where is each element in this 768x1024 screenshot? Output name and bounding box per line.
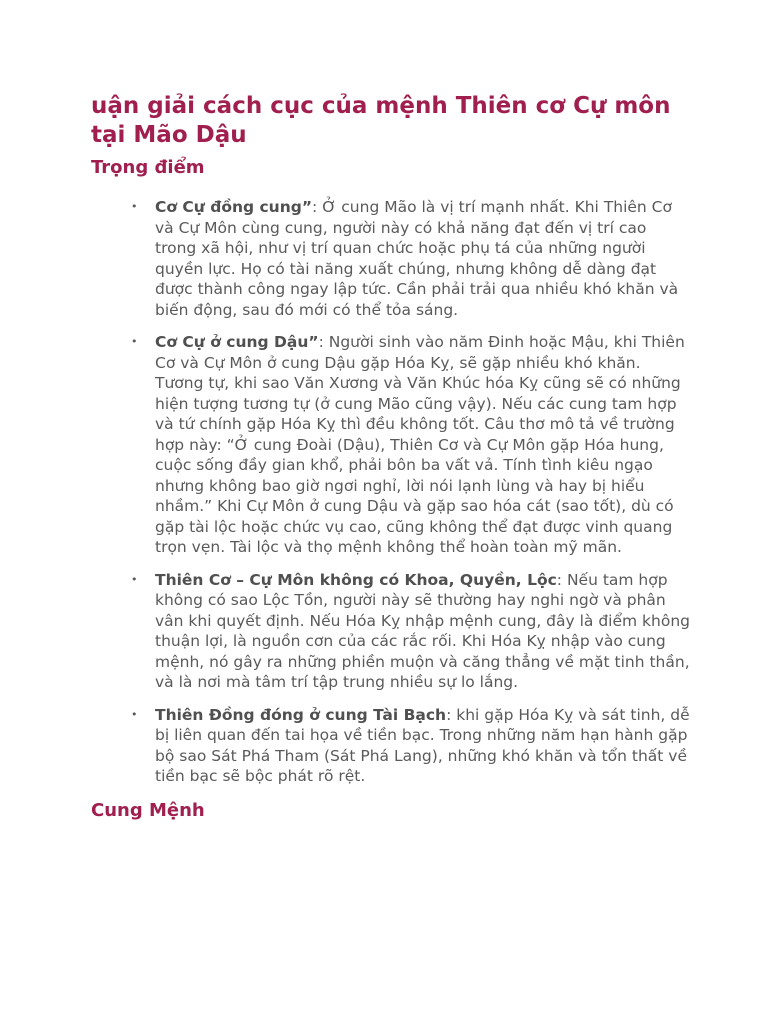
- list-item: [91, 570, 691, 693]
- list-item: [91, 705, 691, 787]
- list-item-bold: Cơ Cự ở cung Dậu”: [155, 333, 319, 351]
- bullet-list: [91, 197, 691, 787]
- section-heading-trong-diem: Trọng điểm: [91, 157, 205, 178]
- list-item: [91, 197, 691, 320]
- document-title: uận giải cách cục của mệnh Thiên cơ Cự môn tại Mão Dậu: [91, 93, 671, 148]
- bullet-icon: •: [131, 707, 138, 721]
- list-item-bold: Thiên Cơ – Cự Môn không có Khoa, Quyền, Lộc: [155, 570, 557, 589]
- bullet-icon: •: [131, 200, 138, 213]
- list-item-bold: Thiên Đồng đóng ở cung Tài Bạch: [155, 705, 447, 724]
- section-heading-cung-menh: Cung Mệnh: [91, 799, 205, 821]
- list-item-text: : Nếu tam hợp không có sao Lộc Tồn, người này sẽ thường hay nghi ngờ và phân vân khi quyết định. Nếu Hóa Kỵ nhập mệnh cung, đây là điểm không thuận lợi, là nguồn cơn của các rắc rối. Khi Hóa Kỵ nhập vào cung mệnh, nó gây ra những phiền muộn và căng thẳng về mặt tinh thần, và là nơi mà tâm trí tập trung nhiều sự lo lắng.: [155, 570, 690, 691]
- list-item-bold: Cơ Cự đồng cung”: [155, 198, 313, 216]
- bullet-icon: •: [131, 335, 138, 348]
- list-item-text: : Ở cung Mão là vị trí mạnh nhất. Khi Thiên Cơ và Cự Môn cùng cung, người này có khả năng đạt đến vị trí cao trong xã hội, như vị trí quan chức hoặc phụ tá của những người quyền lực. Họ có tài năng xuất chúng, nhưng không dễ dàng đạt được thành công ngay lập tức. Cần phải trải qua nhiều khó khăn và biến động, sau đó mới có thể tỏa sáng.: [155, 198, 679, 319]
- list-item: [91, 332, 691, 558]
- document-page: [91, 92, 691, 823]
- list-item-text: : Người sinh vào năm Đinh hoặc Mậu, khi Thiên Cơ và Cự Môn ở cung Dậu gặp Hóa Kỵ, sẽ gặp nhiều khó khăn. Tương tự, khi sao Văn Xương và Văn Khúc hóa Kỵ cũng sẽ có những hiện tượng tương tự (ở cung Mão cũng vậy). Nếu các cung tam hợp và tứ chính gặp Hóa Kỵ thì đều không tốt. Câu thơ mô tả về trường hợp này: “Ở cung Đoài (Dậu), Thiên Cơ và Cự Môn gặp Hóa hung, cuộc sống đầy gian khổ, phải bôn ba vất vả. Tính tình kiêu ngạo nhưng không bao giờ ngơi nghỉ, lời nói lạnh lùng và hay bị hiểu nhầm.” Khi Cự Môn ở cung Dậu và gặp sao hóa cát (sao tốt), dù có gặp tài lộc hoặc chức vụ cao, cũng không thể đạt được vinh quang trọn vẹn. Tài lộc và thọ mệnh không thể hoàn toàn mỹ mãn.: [155, 333, 685, 556]
- list-item-text: : khi gặp Hóa Kỵ và sát tinh, dễ bị liên quan đến tai họa về tiền bạc. Trong những năm hạn hành gặp bộ sao Sát Phá Tham (Sát Phá Lang), những khó khăn và tổn thất về tiền bạc sẽ bộc phát rõ rệt.: [155, 705, 690, 785]
- bullet-icon: •: [131, 572, 138, 586]
